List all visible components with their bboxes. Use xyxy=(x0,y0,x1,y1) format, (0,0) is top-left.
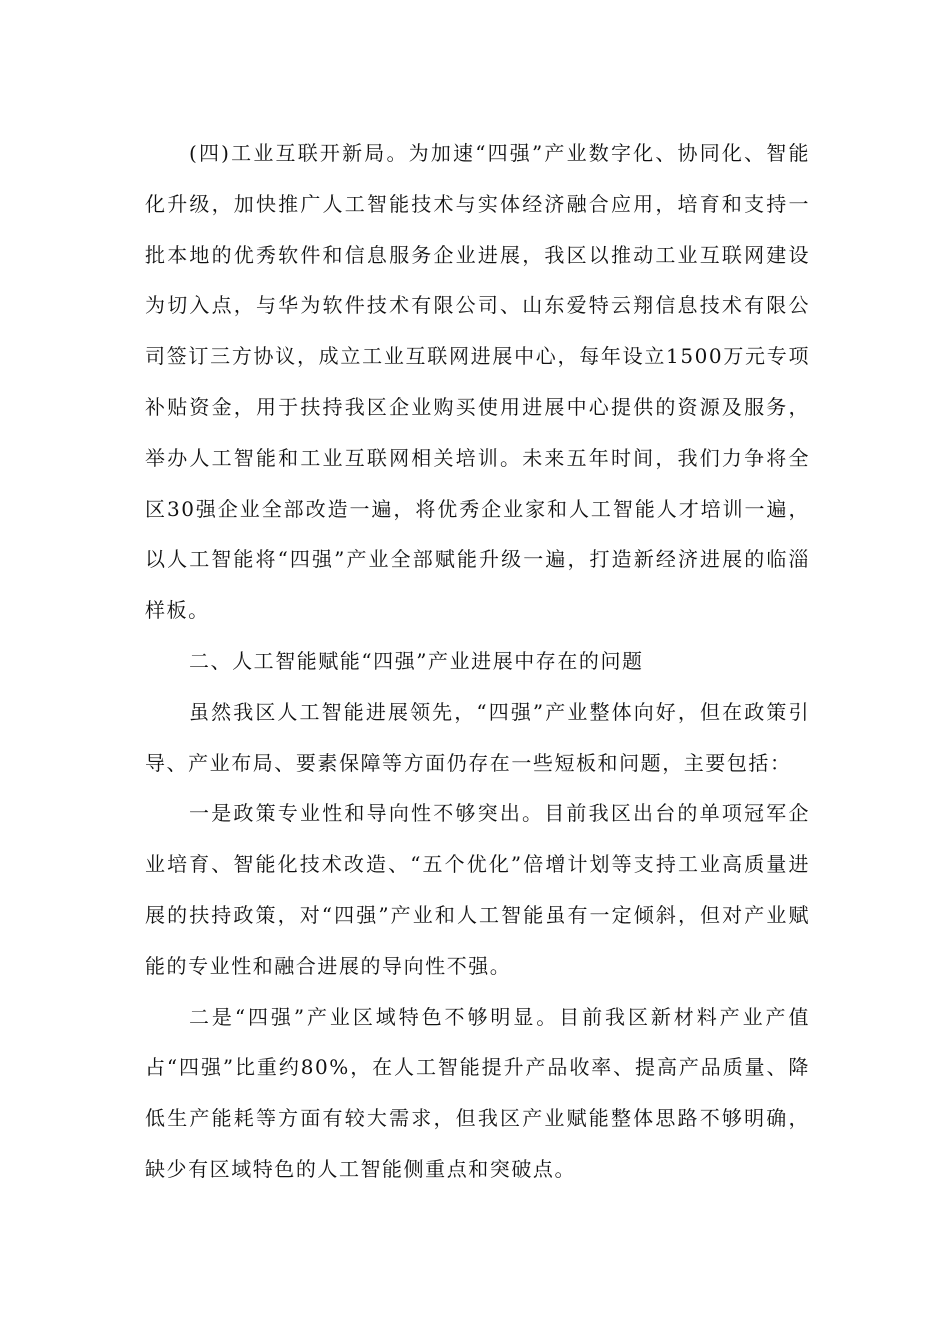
paragraph-problems-intro: 虽然我区人工智能进展领先，“四强”产业整体向好，但在政策引导、产业布局、要素保障等方面仍存在一些短板和问题，主要包括： xyxy=(145,699,810,775)
paragraph-industrial-internet: (四)工业互联开新局。为加速“四强”产业数字化、协同化、智能化升级，加快推广人工智能技术与实体经济融合应用，培育和支持一批本地的优秀软件和信息服务企业进展，我区以推动工业互联网建设为切入点，与华为软件技术有限公司、山东爱特云翔信息技术有限公司签订三方协议，成立工业互联网进展中心，每年设立1500万元专项补贴资金，用于扶持我区企业购买使用进展中心提供的资源及服务，举办人工智能和工业互联网相关培训。未来五年时间，我们力争将全区30强企业全部改造一遍，将优秀企业家和人工智能人才培训一遍，以人工智能将“四强”产业全部赋能升级一遍，打造新经济进展的临淄样板。 xyxy=(145,141,810,623)
document-body xyxy=(145,128,810,1195)
section-heading-problems: 二、人工智能赋能“四强”产业进展中存在的问题 xyxy=(189,648,644,673)
paragraph-regional-issue: 二是“四强”产业区域特色不够明显。目前我区新材料产业产值占“四强”比重约80%，在人工智能提升产品收率、提高产品质量、降低生产能耗等方面有较大需求，但我区产业赋能整体思路不够明确，缺少有区域特色的人工智能侧重点和突破点。 xyxy=(145,1004,810,1181)
paragraph-policy-issue: 一是政策专业性和导向性不够突出。目前我区出台的单项冠军企业培育、智能化技术改造、“五个优化”倍增计划等支持工业高质量进展的扶持政策，对“四强”产业和人工智能虽有一定倾斜，但对产业赋能的专业性和融合进展的导向性不强。 xyxy=(145,801,810,978)
